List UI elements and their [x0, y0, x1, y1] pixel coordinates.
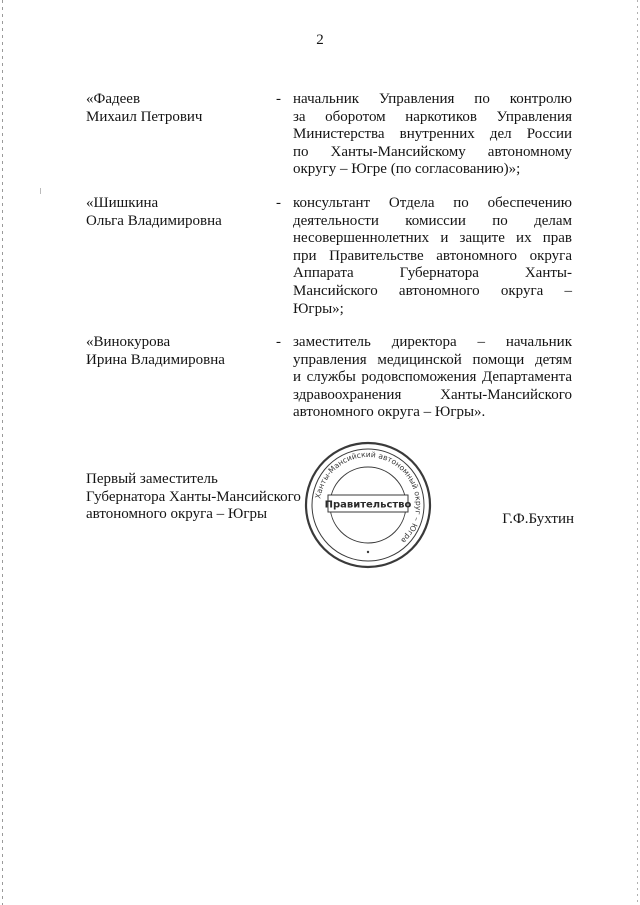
member-surname: «Шишкина	[86, 195, 159, 211]
position-line: консультант Отдела по обеспечению	[293, 195, 572, 211]
position-line: за оборотом наркотиков Управления	[293, 108, 572, 125]
member-name	[86, 334, 266, 369]
position-line: заместитель директора – начальник	[293, 334, 572, 350]
member-given-names: Ирина Владимировна	[86, 351, 225, 368]
member-name	[86, 195, 266, 230]
entry-dash: -	[276, 195, 281, 211]
member-name	[86, 91, 266, 126]
member-position	[293, 91, 572, 179]
position-line: Аппарата Губернатора Ханты-	[293, 265, 572, 282]
page-number: 2	[316, 32, 324, 48]
member-given-names: Михаил Петрович	[86, 108, 203, 125]
position-line: Мансийского автономного округа –	[293, 282, 572, 299]
seal-center-text: Правительство	[324, 499, 412, 511]
member-surname: «Фадеев	[86, 91, 141, 107]
position-line: Югры»;	[293, 300, 344, 317]
position-line: деятельности комиссии по делам	[293, 212, 572, 229]
signer-position	[86, 471, 301, 524]
position-line: по Ханты-Мансийскому автономному	[293, 143, 572, 160]
member-position	[293, 195, 572, 318]
position-line: округу – Югре (по согласованию)»;	[293, 161, 521, 178]
member-surname: «Винокурова	[86, 334, 171, 350]
position-line: Министерства внутренних дел России	[293, 126, 572, 143]
position-line: начальник Управления по контролю	[293, 91, 572, 107]
signer-position-line: Губернатора Ханты-Мансийского	[86, 488, 301, 505]
position-line: при Правительстве автономного округа	[293, 247, 572, 264]
scan-speck	[40, 188, 41, 194]
signer-position-line: автономного округа – Югры	[86, 506, 268, 523]
entry-dash: -	[276, 334, 281, 350]
position-line: здравоохранения Ханты-Мансийского	[293, 386, 572, 403]
page-scan-edge-right	[637, 0, 638, 905]
member-given-names: Ольга Владимировна	[86, 212, 222, 229]
position-line: и службы родовспоможения Департамента	[293, 369, 572, 386]
entry-dash: -	[276, 91, 281, 107]
seal-star	[367, 551, 369, 553]
position-line: автономного округа – Югры».	[293, 404, 486, 421]
signer-position-line: Первый заместитель	[86, 471, 218, 487]
member-position	[293, 334, 572, 422]
signer-name: Г.Ф.Бухтин	[502, 511, 574, 527]
page-scan-edge-left	[2, 0, 3, 905]
seal-ring-text: Ханты-Мансийский автономный округ – Югра	[313, 449, 424, 546]
official-seal	[303, 440, 433, 570]
position-line: несовершеннолетних и защите их прав	[293, 230, 572, 247]
position-line: управления медицинской помощи детям	[293, 351, 572, 368]
